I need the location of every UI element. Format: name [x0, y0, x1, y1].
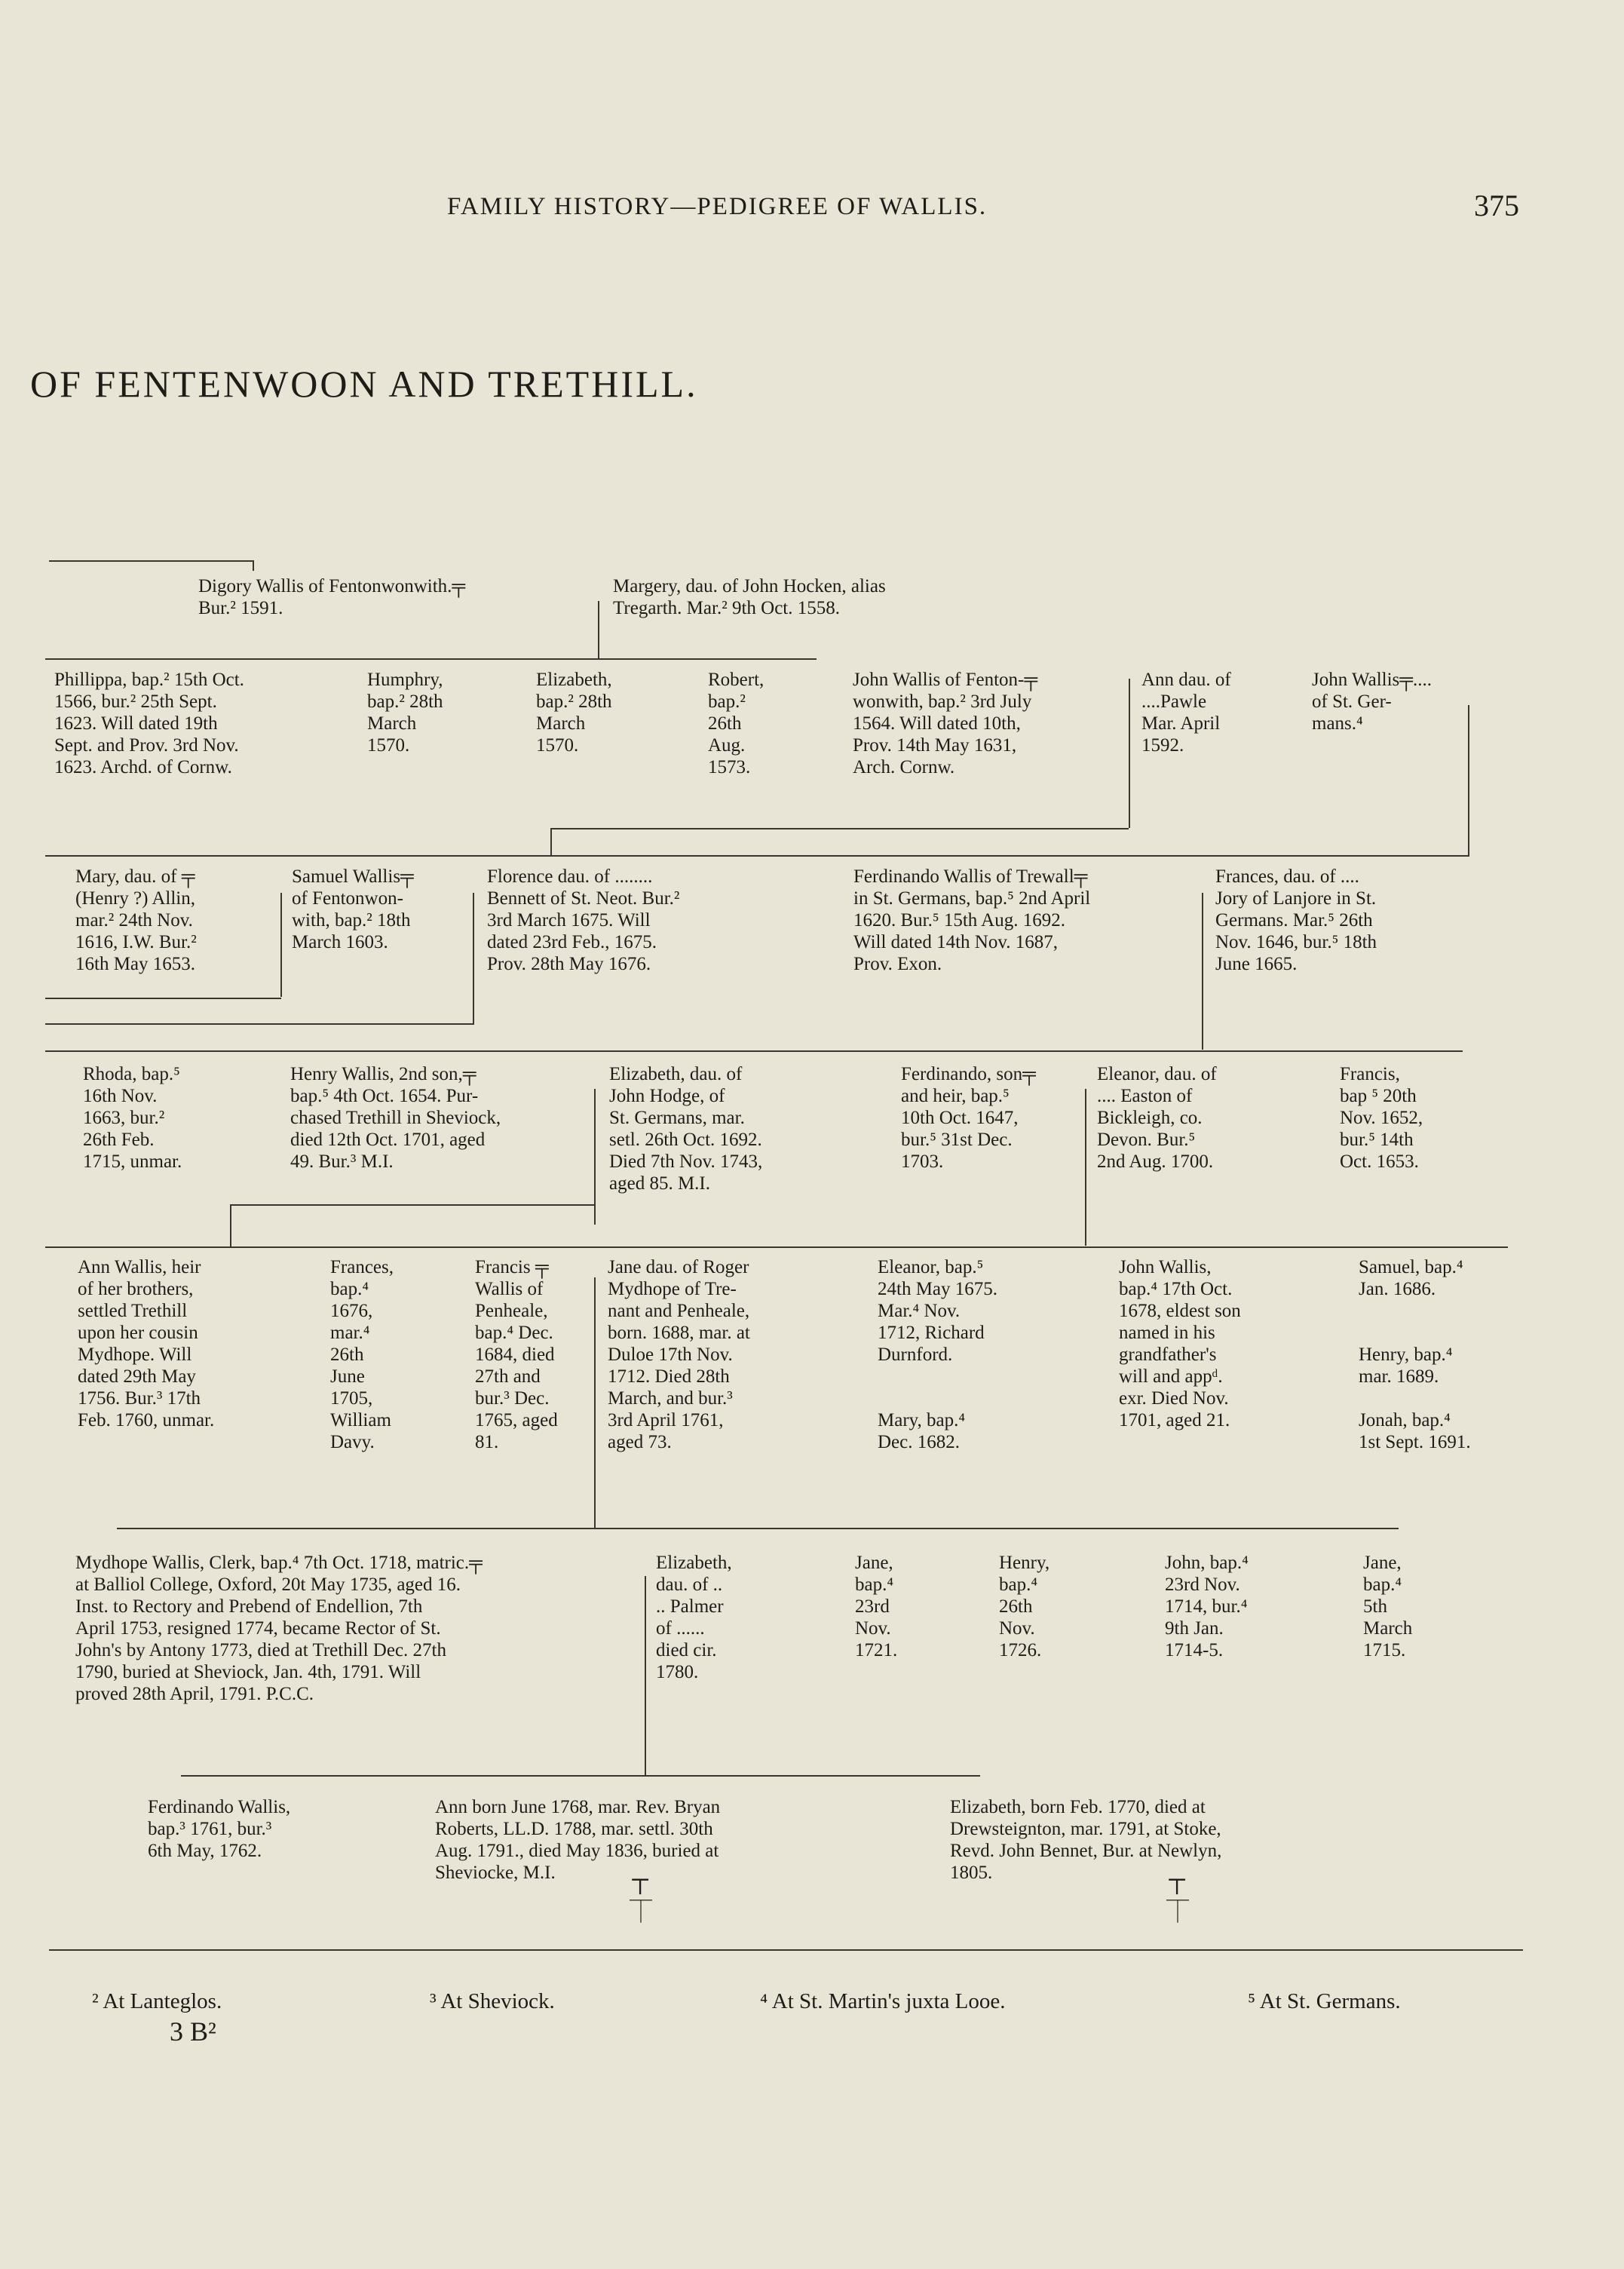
robert-wallis: Robert, bap.² 26th Aug. 1573.	[708, 670, 765, 777]
jane-wallis-1715: Jane, bap.⁴ 5th March 1715.	[1363, 1553, 1413, 1660]
page-number: 375	[1474, 189, 1519, 222]
mydhope-wallis-clerk: Mydhope Wallis, Clerk, bap.⁴ 7th Oct. 1718, matric.╤ at Balliol College, Oxford, 20t May 1735, aged 16. Inst. to Rectory and Prebend of Endellion, 7th April 1753, resigned 1774, became Rector of St. John's by Antony 1773, died at Trethill Dec. 27th 1790, buried at Sheviock, Jan. 4th, 1791. Will proved 28th April, 1791. P.C.C.	[75, 1553, 483, 1704]
john-wallis-st-germans: John Wallis╤.... of St. Ger- mans.⁴	[1312, 670, 1432, 734]
digory-wallis: Digory Wallis of Fentonwonwith.╤ Bur.² 1591.	[198, 576, 466, 618]
elizabeth-wallis-1770: Elizabeth, born Feb. 1770, died at Drewsteignton, mar. 1791, at Stoke, Revd. John Bennet, Bur. at Newlyn, 1805.	[950, 1797, 1222, 1883]
henry-wallis-trethill: Henry Wallis, 2nd son,╤ bap.⁵ 4th Oct. 1654. Pur- chased Trethill in Sheviock, died 12th Oct. 1701, aged 49. Bur.³ M.I.	[290, 1064, 501, 1172]
running-title: FAMILY HISTORY—PEDIGREE OF WALLIS.	[447, 193, 988, 220]
margery-hocken: Margery, dau. of John Hocken, alias Tregarth. Mar.² 9th Oct. 1558.	[613, 576, 886, 618]
footnote-4: ⁴ At St. Martin's juxta Looe.	[760, 1989, 1006, 2013]
footnote-3: ³ At Sheviock.	[430, 1989, 555, 2013]
ferdinando-son-heir: Ferdinando, son╤ and heir, bap.⁵ 10th Oct. 1647, bur.⁵ 31st Dec. 1703.	[901, 1064, 1036, 1172]
samuel-wallis: Samuel Wallis╤ of Fentonwon- with, bap.² 18th March 1603.	[292, 866, 414, 952]
elizabeth-palmer: Elizabeth, dau. of .. .. Palmer of ...... died cir. 1780.	[656, 1553, 732, 1682]
footnote-2: ² At Lanteglos.	[92, 1989, 222, 2013]
ferdinando-wallis-1761: Ferdinando Wallis, bap.³ 1761, bur.³ 6th May, 1762.	[148, 1797, 291, 1861]
frances-jory: Frances, dau. of .... Jory of Lanjore in St. Germans. Mar.⁵ 26th Nov. 1646, bur.⁵ 18th June 1665.	[1215, 866, 1377, 974]
francis-wallis-1652: Francis, bap ⁵ 20th Nov. 1652, bur.⁵ 14th Oct. 1653.	[1340, 1064, 1423, 1172]
mary-allin: Mary, dau. of ╤ (Henry ?) Allin, mar.² 24th Nov. 1616, I.W. Bur.² 16th May 1653.	[75, 866, 197, 974]
john-wallis-1714: John, bap.⁴ 23rd Nov. 1714, bur.⁴ 9th Jan. 1714-5.	[1165, 1553, 1249, 1660]
mary-wallis-1682: Mary, bap.⁴ Dec. 1682.	[878, 1410, 966, 1452]
jane-mydhope: Jane dau. of Roger Mydhope of Tre- nant and Penheale, born. 1688, mar. at Duloe 17th Nov. 1712. Died 28th March, and bur.³ 3rd April 1761, aged 73.	[608, 1257, 750, 1452]
frances-davy: Frances, bap.⁴ 1676, mar.⁴ 26th June 1705, William Davy.	[330, 1257, 394, 1452]
florence-bennett: Florence dau. of ........ Bennett of St. Neot. Bur.² 3rd March 1675. Will dated 23rd Feb., 1675. Prov. 28th May 1676.	[487, 866, 680, 974]
signature-mark: 3 B²	[170, 2016, 216, 2047]
francis-wallis-penheale: Francis ╤ Wallis of Penheale, bap.⁴ Dec. 1684, died 27th and bur.³ Dec. 1765, aged 81.	[475, 1257, 558, 1452]
page-title: OF FENTENWOON AND TRETHILL.	[30, 363, 698, 405]
ferdinando-wallis-trewall: Ferdinando Wallis of Trewall╤ in St. Germans, bap.⁵ 2nd April 1620. Bur.⁵ 15th Aug. 1692. Will dated 14th Nov. 1687, Prov. Exon.	[853, 866, 1091, 974]
humphry-wallis: Humphry, bap.² 28th March 1570.	[367, 670, 443, 756]
ann-wallis-heir: Ann Wallis, heir of her brothers, settled Trethill upon her cousin Mydhope. Will dated 29th May 1756. Bur.³ 17th Feb. 1760, unmar.	[78, 1257, 215, 1430]
footnote-5: ⁵ At St. Germans.	[1248, 1989, 1401, 2013]
henry-wallis-1726: Henry, bap.⁴ 26th Nov. 1726.	[999, 1553, 1050, 1660]
phillippa-wallis: Phillippa, bap.² 15th Oct. 1566, bur.² 25th Sept. 1623. Will dated 19th Sept. and Prov. 3rd Nov. 1623. Archd. of Cornw.	[54, 670, 244, 777]
rhoda-wallis: Rhoda, bap.⁵ 16th Nov. 1663, bur.² 26th Feb. 1715, unmar.	[83, 1064, 182, 1172]
john-wallis-fenton: John Wallis of Fenton-╤ wonwith, bap.² 3rd July 1564. Will dated 10th, Prov. 14th May 1631, Arch. Cornw.	[853, 670, 1038, 777]
eleanor-easton: Eleanor, dau. of .... Easton of Bickleigh, co. Devon. Bur.⁵ 2nd Aug. 1700.	[1097, 1064, 1217, 1172]
ann-wallis-1768: Ann born June 1768, mar. Rev. Bryan Roberts, LL.D. 1788, mar. settl. 30th Aug. 1791., died May 1836, buried at Sheviocke, M.I.	[435, 1797, 721, 1883]
henry-wallis-1689: Henry, bap.⁴ mar. 1689.	[1359, 1345, 1453, 1387]
jonah-wallis-1691: Jonah, bap.⁴ 1st Sept. 1691.	[1359, 1410, 1471, 1452]
john-wallis-1678: John Wallis, bap.⁴ 17th Oct. 1678, eldest son named in his grandfather's will and appᵈ. exr. Died Nov. 1701, aged 21.	[1119, 1257, 1241, 1430]
samuel-wallis-1686: Samuel, bap.⁴ Jan. 1686.	[1359, 1257, 1463, 1299]
ann-pawle: Ann dau. of ....Pawle Mar. April 1592.	[1141, 670, 1231, 756]
elizabeth-hodge: Elizabeth, dau. of John Hodge, of St. Germans, mar. setl. 26th Oct. 1692. Died 7th Nov. 1743, aged 85. M.I.	[609, 1064, 763, 1194]
elizabeth-wallis-1570: Elizabeth, bap.² 28th March 1570.	[536, 670, 612, 756]
jane-wallis-1721: Jane, bap.⁴ 23rd Nov. 1721.	[855, 1553, 898, 1660]
eleanor-wallis-1675: Eleanor, bap.⁵ 24th May 1675. Mar.⁴ Nov. 1712, Richard Durnford.	[878, 1257, 998, 1365]
